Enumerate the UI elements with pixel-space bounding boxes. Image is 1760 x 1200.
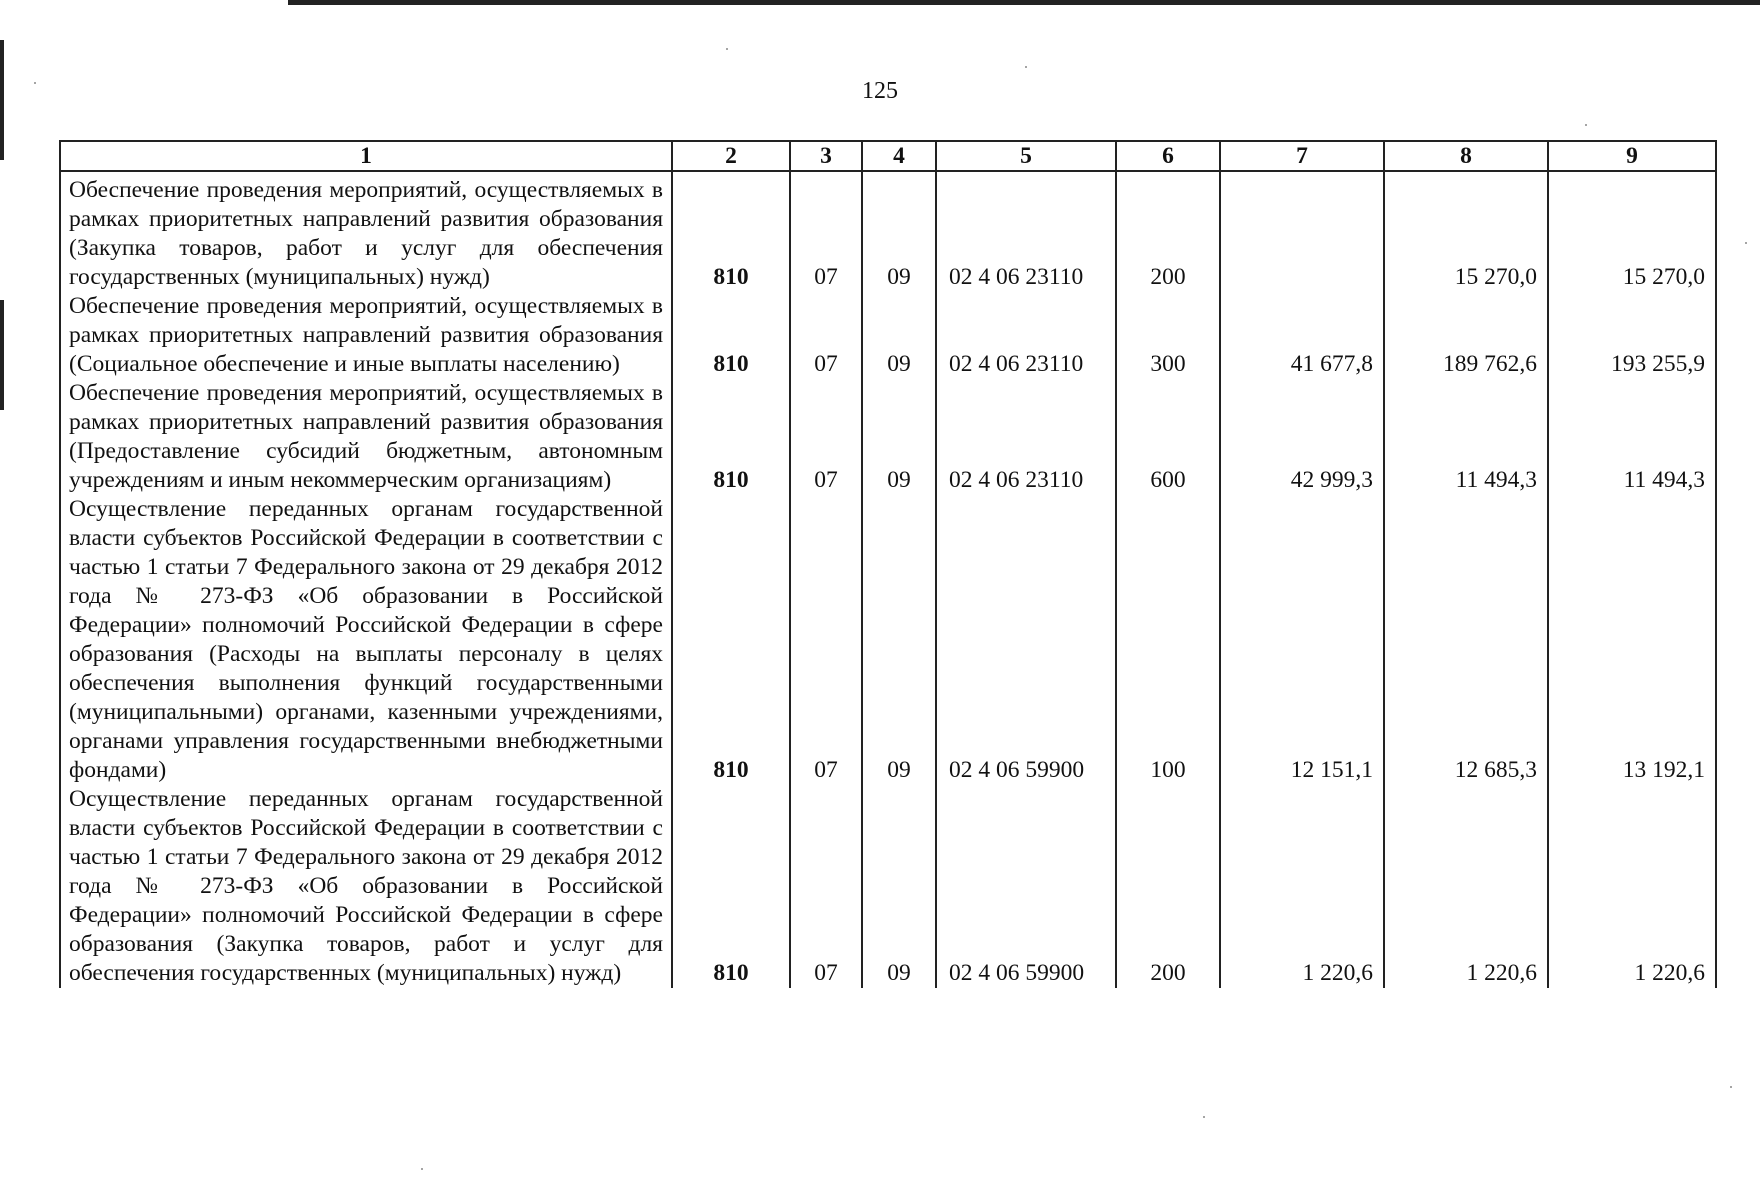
scan-edge-mark — [0, 40, 4, 160]
row-description: Обеспечение проведения мероприятий, осуществляемых в рамках приоритетных направлений развития образования (Социальное обеспечение и иные выплаты населению) — [60, 292, 672, 379]
top-rule — [288, 0, 1760, 5]
amount-col9: 193 255,9 — [1548, 292, 1716, 379]
amount-col8: 12 685,3 — [1384, 495, 1548, 785]
expense-type-code: 200 — [1116, 171, 1220, 292]
header-cell: 8 — [1384, 141, 1548, 171]
table-row — [60, 379, 1716, 495]
header-cell: 1 — [60, 141, 672, 171]
scan-speck — [1585, 124, 1587, 126]
scan-speck — [421, 1168, 423, 1170]
ministry-code: 810 — [672, 292, 790, 379]
table-row — [60, 785, 1716, 988]
header-cell: 9 — [1548, 141, 1716, 171]
ministry-code: 810 — [672, 495, 790, 785]
subsection-code: 09 — [862, 495, 936, 785]
amount-col7: 41 677,8 — [1220, 292, 1384, 379]
header-cell: 3 — [790, 141, 862, 171]
expense-type-code: 300 — [1116, 292, 1220, 379]
amount-col9: 15 270,0 — [1548, 171, 1716, 292]
expense-type-code: 100 — [1116, 495, 1220, 785]
scan-speck — [1745, 242, 1747, 244]
ministry-code: 810 — [672, 379, 790, 495]
scan-speck — [1203, 1116, 1205, 1118]
subsection-code: 09 — [862, 379, 936, 495]
amount-col7 — [1220, 171, 1384, 292]
subsection-code: 09 — [862, 292, 936, 379]
target-article-code: 02 4 06 59900 — [936, 495, 1116, 785]
header-row — [60, 141, 1716, 171]
section-code: 07 — [790, 495, 862, 785]
amount-col8: 15 270,0 — [1384, 171, 1548, 292]
subsection-code: 09 — [862, 171, 936, 292]
section-code: 07 — [790, 379, 862, 495]
row-description: Осуществление переданных органам государственной власти субъектов Российской Федерации в соответствии с частью 1 статьи 7 Федерального закона от 29 декабря 2012 года № 273-ФЗ «Об образовании в Российской Федерации» полномочий Российской Федерации в сфере образования (Расходы на выплаты персоналу в целях обеспечения выполнения функций государственными (муниципальными) органами, казенными учреждениями, органами управления государственными внебюджетными фондами) — [60, 495, 672, 785]
header-cell: 2 — [672, 141, 790, 171]
scan-speck — [1730, 1086, 1732, 1088]
amount-col8: 11 494,3 — [1384, 379, 1548, 495]
amount-col7: 1 220,6 — [1220, 785, 1384, 988]
header-cell: 7 — [1220, 141, 1384, 171]
amount-col7: 42 999,3 — [1220, 379, 1384, 495]
amount-col8: 189 762,6 — [1384, 292, 1548, 379]
expense-type-code: 200 — [1116, 785, 1220, 988]
section-code: 07 — [790, 171, 862, 292]
amount-col9: 11 494,3 — [1548, 379, 1716, 495]
amount-col7: 12 151,1 — [1220, 495, 1384, 785]
target-article-code: 02 4 06 23110 — [936, 171, 1116, 292]
section-code: 07 — [790, 785, 862, 988]
ministry-code: 810 — [672, 785, 790, 988]
header-cell: 5 — [936, 141, 1116, 171]
table-row — [60, 495, 1716, 785]
page-number: 125 — [862, 78, 898, 104]
row-description: Обеспечение проведения мероприятий, осуществляемых в рамках приоритетных направлений развития образования (Предоставление субсидий бюджетным, автономным учреждениям и иным некоммерческим организациям) — [60, 379, 672, 495]
section-code: 07 — [790, 292, 862, 379]
ministry-code: 810 — [672, 171, 790, 292]
scan-edge-mark — [0, 300, 4, 410]
row-description: Обеспечение проведения мероприятий, осуществляемых в рамках приоритетных направлений развития образования (Закупка товаров, работ и услуг для обеспечения государственных (муниципальных) нужд) — [60, 171, 672, 292]
amount-col9: 13 192,1 — [1548, 495, 1716, 785]
expense-type-code: 600 — [1116, 379, 1220, 495]
row-description: Осуществление переданных органам государственной власти субъектов Российской Федерации в соответствии с частью 1 статьи 7 Федерального закона от 29 декабря 2012 года № 273-ФЗ «Об образовании в Российской Федерации» полномочий Российской Федерации в сфере образования (Закупка товаров, работ и услуг для обеспечения государственных (муниципальных) нужд) — [60, 785, 672, 988]
scan-speck — [726, 48, 728, 50]
target-article-code: 02 4 06 23110 — [936, 292, 1116, 379]
target-article-code: 02 4 06 23110 — [936, 379, 1116, 495]
table-row — [60, 292, 1716, 379]
subsection-code: 09 — [862, 785, 936, 988]
scan-speck — [34, 82, 36, 84]
header-cell: 4 — [862, 141, 936, 171]
amount-col8: 1 220,6 — [1384, 785, 1548, 988]
header-cell: 6 — [1116, 141, 1220, 171]
amount-col9: 1 220,6 — [1548, 785, 1716, 988]
table-row — [60, 171, 1716, 292]
target-article-code: 02 4 06 59900 — [936, 785, 1116, 988]
scan-speck — [1025, 66, 1027, 68]
budget-table — [59, 140, 1717, 988]
